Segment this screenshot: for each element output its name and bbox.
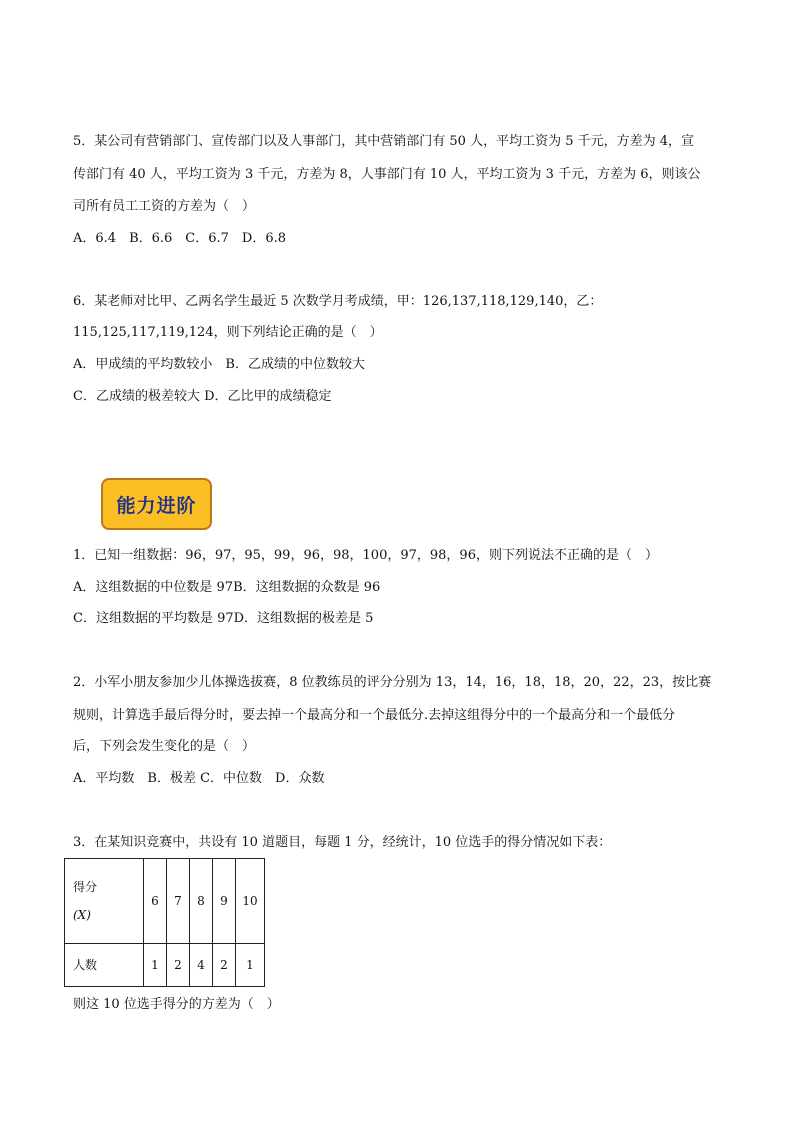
q6-line1: 6．某老师对比甲、乙两名学生最近 5 次数学月考成绩，甲：126,137,118,129,140，乙： <box>73 294 603 309</box>
table-cell: 9 <box>213 859 236 944</box>
p2-line2: 规则，计算选手最后得分时，要去掉一个最高分和一个最低分.去掉这组得分中的一个最高分和一个最低分 <box>73 708 676 723</box>
q5-line2: 传部门有 40 人，平均工资为 3 千元，方差为 8，人事部门有 10 人，平均工资为 3 千元，方差为 6，则该公 <box>73 167 701 182</box>
q5-line1: 5．某公司有营销部门、宣传部门以及人事部门，其中营销部门有 50 人，平均工资为 5 千元，方差为 4，宣 <box>73 134 695 149</box>
table-cell: 1 <box>144 944 167 987</box>
section-title: 能力进阶 <box>116 494 197 517</box>
table-cell: 7 <box>167 859 190 944</box>
table-cell: 2 <box>167 944 190 987</box>
q6-line2: 115,125,117,119,124，则下列结论正确的是（ ） <box>73 325 383 340</box>
q5-options: A．6.4 B．6.6 C．6.7 D．6.8 <box>73 231 287 246</box>
p2-line3: 后，下列会发生变化的是（ ） <box>73 739 256 754</box>
q6-options-ab: A．甲成绩的平均数较小 B．乙成绩的中位数较大 <box>73 357 365 372</box>
table-cell: 8 <box>190 859 213 944</box>
table-cell: 2 <box>213 944 236 987</box>
p1-line1: 1．已知一组数据：96，97，95，99，96，98，100，97，98，96，则下列说法不正确的是（ ） <box>73 548 658 563</box>
q6-options-cd: C．乙成绩的极差较大 D．乙比甲的成绩稳定 <box>73 389 332 404</box>
table-cell: 10 <box>236 859 265 944</box>
table-header-cell <box>65 859 144 944</box>
table-row <box>65 944 265 987</box>
table-header-label: 得分 <box>73 880 98 894</box>
table-header-variable: (X) <box>73 908 91 922</box>
table-cell: 4 <box>190 944 213 987</box>
p2-options: A．平均数 B．极差 C．中位数 D．众数 <box>73 771 325 786</box>
table-header-cell: 人数 <box>65 944 144 987</box>
table-row <box>65 859 265 944</box>
table-cell: 1 <box>236 944 265 987</box>
p2-line1: 2．小军小朋友参加少儿体操选拔赛，8 位教练员的评分分别为 13，14，16，18，18，20，22，23，按比赛 <box>73 675 712 690</box>
section-badge <box>101 478 212 530</box>
p1-options-ab: A．这组数据的中位数是 97B．这组数据的众数是 96 <box>73 580 381 595</box>
p3-line1: 3．在某知识竞赛中，共设有 10 道题目，每题 1 分，经统计，10 位选手的得分情况如下表： <box>73 835 612 850</box>
p3-question: 则这 10 位选手得分的方差为（ ） <box>73 997 280 1012</box>
p1-options-cd: C．这组数据的平均数是 97D．这组数据的极差是 5 <box>73 611 374 626</box>
q5-line3: 司所有员工工资的方差为（ ） <box>73 199 256 214</box>
score-table <box>64 858 265 987</box>
table-cell: 6 <box>144 859 167 944</box>
